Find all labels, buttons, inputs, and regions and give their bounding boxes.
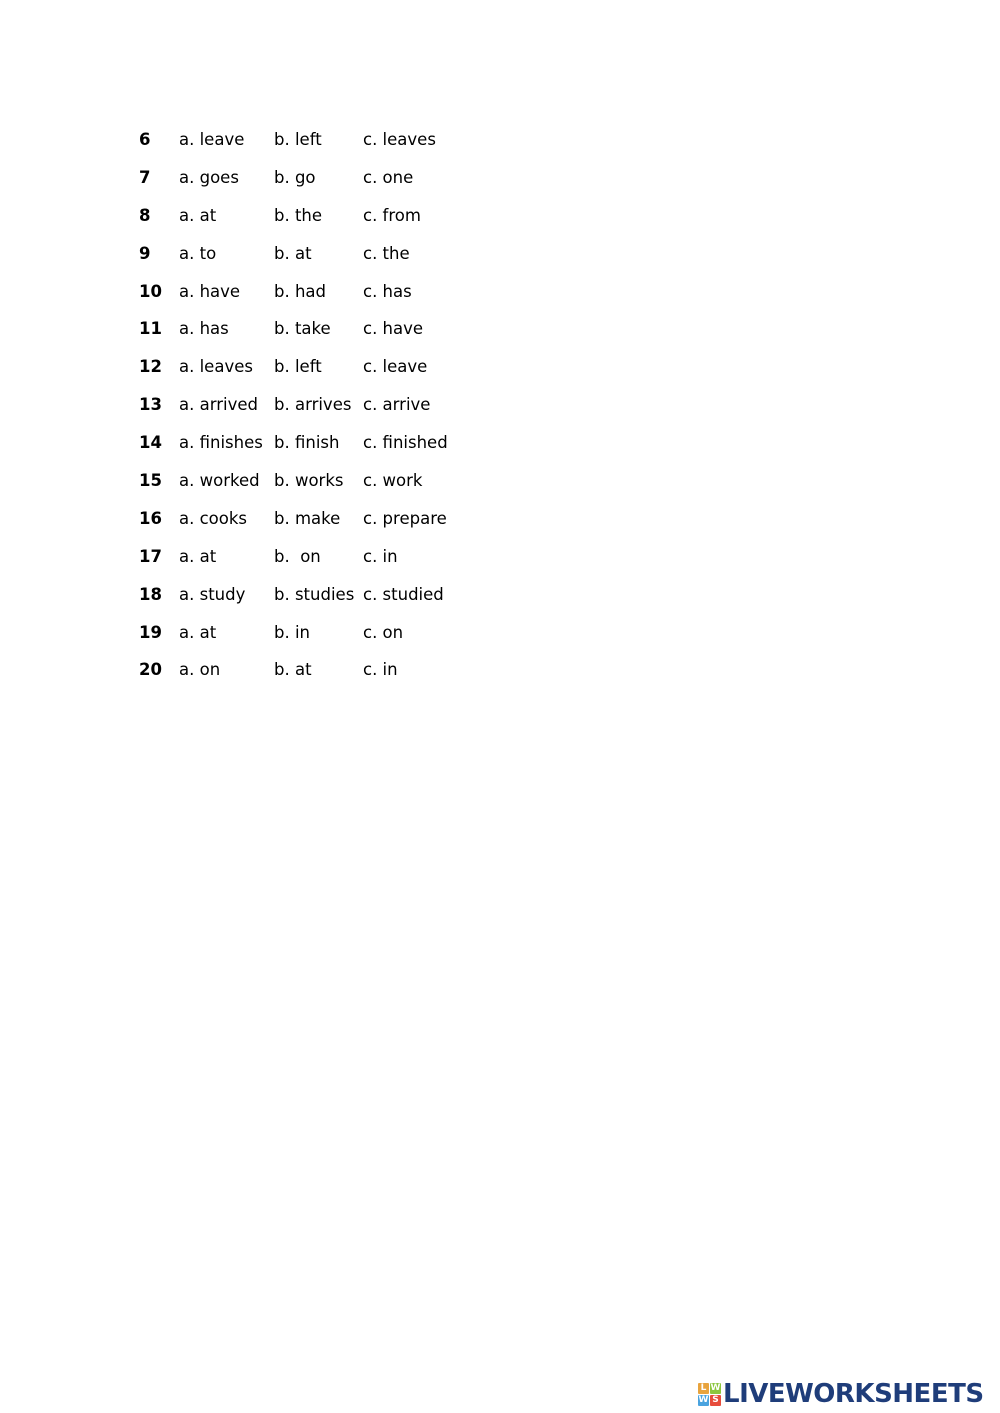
option-c: c. leaves	[363, 130, 436, 149]
option-b: b. at	[274, 243, 312, 263]
option-b: b. studies	[274, 584, 355, 604]
question-row	[139, 462, 469, 500]
question-number: 19	[139, 622, 162, 642]
question-row	[139, 235, 469, 273]
option-b: b. left	[274, 130, 322, 149]
logo-tile: W	[710, 1382, 721, 1393]
option-b: b. on	[274, 546, 321, 566]
option-b: b. in	[274, 622, 311, 642]
question-row	[139, 348, 469, 386]
question-number: 12	[139, 357, 162, 377]
option-c: c. arrive	[363, 395, 431, 415]
option-b: b. works	[274, 471, 344, 491]
option-b: b. go	[274, 167, 316, 187]
logo-tile: L	[698, 1383, 709, 1394]
question-number: 11	[139, 319, 162, 339]
question-row	[139, 576, 469, 614]
option-c: c. in	[363, 546, 398, 566]
question-row	[139, 424, 469, 462]
option-b: b. the	[274, 205, 323, 225]
option-c: c. from	[363, 205, 421, 225]
option-c: c. in	[363, 660, 398, 680]
logo-tile: S	[710, 1395, 721, 1406]
question-row	[139, 386, 469, 424]
question-number: 7	[139, 167, 151, 187]
question-row	[139, 538, 469, 576]
question-row	[139, 197, 469, 235]
option-a: a. at	[179, 205, 217, 225]
question-number: 10	[139, 281, 162, 301]
option-c: c. studied	[363, 584, 444, 604]
option-a: a. study	[179, 584, 246, 604]
option-b: b. make	[274, 508, 341, 528]
option-a: a. at	[179, 622, 217, 642]
option-c: c. one	[363, 167, 414, 187]
option-c: c. prepare	[363, 508, 447, 528]
question-number: 13	[139, 395, 162, 415]
option-b: b. arrives	[274, 395, 352, 415]
option-b: b. left	[274, 357, 322, 377]
option-a: a. have	[179, 281, 241, 301]
question-number: 18	[139, 584, 162, 604]
option-a: a. arrived	[179, 395, 258, 415]
option-a: a. leave	[179, 130, 245, 149]
option-c: c. work	[363, 471, 423, 491]
option-b: b. had	[274, 281, 327, 301]
question-row	[139, 121, 469, 159]
liveworksheets-logo-icon	[698, 1383, 721, 1406]
question-number: 16	[139, 508, 162, 528]
option-c: c. on	[363, 622, 404, 642]
question-row	[139, 651, 469, 689]
option-c: c. have	[363, 319, 424, 339]
question-number: 6	[139, 130, 151, 149]
option-a: a. to	[179, 243, 217, 263]
question-row	[139, 310, 469, 348]
question-number: 8	[139, 205, 151, 225]
question-number: 15	[139, 471, 162, 491]
question-row	[139, 159, 469, 197]
liveworksheets-logo	[698, 1378, 984, 1410]
question-number: 20	[139, 660, 162, 680]
question-row	[139, 273, 469, 311]
question-number: 14	[139, 433, 162, 453]
option-c: c. the	[363, 243, 410, 263]
logo-tile: W	[698, 1394, 709, 1405]
option-c: c. finished	[363, 433, 448, 453]
brand-name: LIVEWORKSHEETS	[723, 1379, 984, 1409]
option-b: b. take	[274, 319, 331, 339]
option-b: b. finish	[274, 433, 340, 453]
option-a: a. has	[179, 319, 229, 339]
question-number: 17	[139, 546, 162, 566]
question-number: 9	[139, 243, 151, 263]
option-a: a. worked	[179, 471, 260, 491]
option-c: c. leave	[363, 357, 428, 377]
option-a: a. at	[179, 546, 217, 566]
question-row	[139, 614, 469, 652]
option-a: a. cooks	[179, 508, 248, 528]
option-c: c. has	[363, 281, 412, 301]
option-a: a. goes	[179, 167, 239, 187]
option-a: a. finishes	[179, 433, 263, 453]
option-a: a. leaves	[179, 357, 253, 377]
question-row	[139, 500, 469, 538]
question-list	[139, 121, 469, 689]
option-a: a. on	[179, 660, 221, 680]
option-b: b. at	[274, 660, 312, 680]
